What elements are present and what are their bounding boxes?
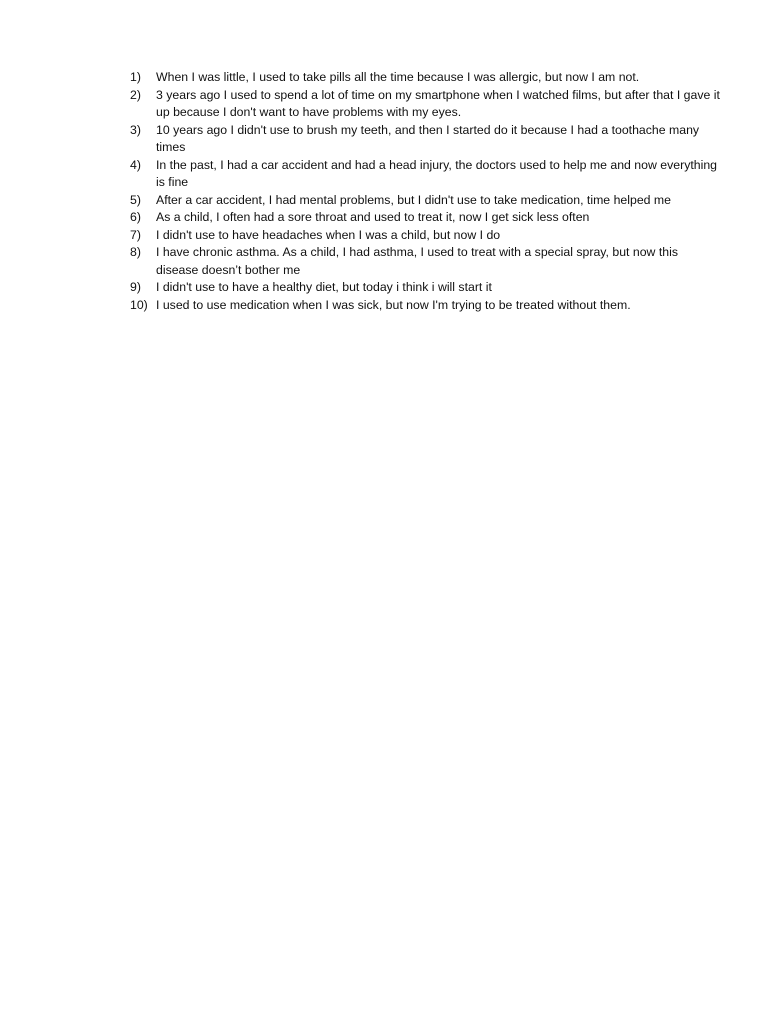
list-item-number: 3) bbox=[130, 122, 141, 137]
list-item-text: When I was little, I used to take pills all the time because I was allergic, but now I am not. bbox=[156, 70, 640, 84]
list-item-number: 2) bbox=[130, 87, 141, 102]
list-item bbox=[130, 157, 720, 192]
list-item bbox=[130, 279, 720, 297]
list-item-number: 10) bbox=[130, 297, 148, 312]
list-item-number: 1) bbox=[130, 70, 141, 84]
list-item-number: 6) bbox=[130, 210, 141, 224]
list-item-number: 9) bbox=[130, 280, 141, 294]
list-item-text: 10 years ago I didn't use to brush my teeth, and then I started do it because I had a toothache many times bbox=[156, 122, 700, 154]
list-item-number: 7) bbox=[130, 227, 141, 242]
list-item-number: 8) bbox=[130, 245, 141, 259]
list-item-text: In the past, I had a car accident and had a head injury, the doctors used to help me and now everything is fine bbox=[156, 157, 718, 189]
list-item-text: I didn't use to have a healthy diet, but today i think i will start it bbox=[156, 280, 492, 294]
list-item-text: I used to use medication when I was sick, but now I'm trying to be treated without them. bbox=[156, 297, 631, 312]
list-item-number: 4) bbox=[130, 157, 141, 172]
list-item bbox=[130, 227, 720, 245]
list-item bbox=[130, 209, 720, 227]
list-item bbox=[130, 297, 720, 315]
list-item bbox=[130, 244, 720, 279]
list-item bbox=[130, 69, 720, 87]
list-item-text: I didn't use to have headaches when I was a child, but now I do bbox=[156, 227, 501, 242]
list-item bbox=[130, 87, 720, 122]
list-item bbox=[130, 122, 720, 157]
list-item-number: 5) bbox=[130, 192, 141, 207]
numbered-list bbox=[130, 69, 720, 314]
list-item-text: After a car accident, I had mental problems, but I didn't use to take medication, time helped me bbox=[156, 192, 671, 207]
list-item-text: As a child, I often had a sore throat and used to treat it, now I get sick less often bbox=[156, 210, 590, 224]
list-item bbox=[130, 192, 720, 210]
list-item-text: I have chronic asthma. As a child, I had asthma, I used to treat with a special spray, but now this disease doesn’t bother me bbox=[156, 245, 678, 277]
list-item-text: 3 years ago I used to spend a lot of time on my smartphone when I watched films, but after that I gave it up because I don't want to have problems with my eyes. bbox=[156, 87, 720, 119]
